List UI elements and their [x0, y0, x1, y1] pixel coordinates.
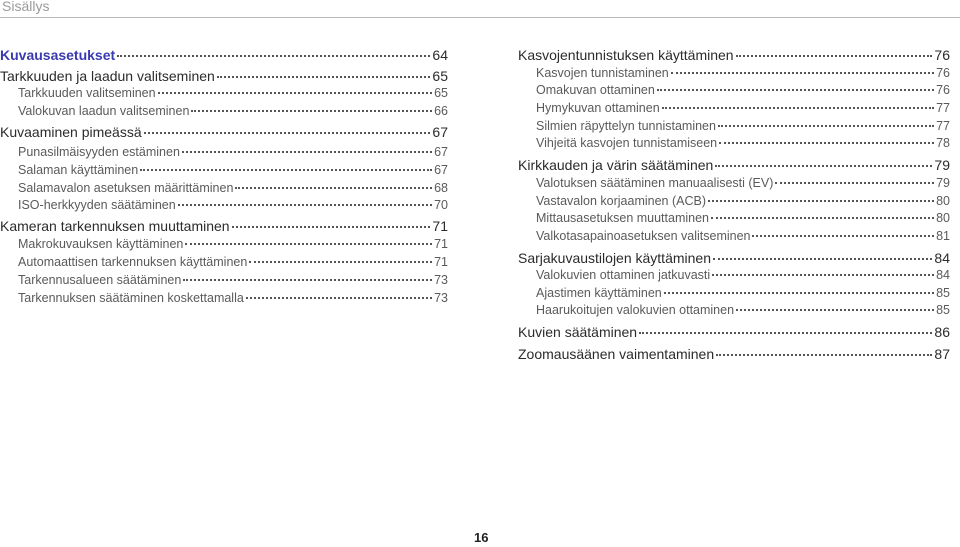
- dot-leader: [249, 260, 432, 263]
- toc-entry-page: 66: [434, 104, 448, 118]
- dot-leader: [217, 75, 431, 78]
- toc-entry-title: Omakuvan ottaminen: [536, 83, 655, 97]
- toc-entry-page: 80: [936, 211, 950, 225]
- toc-entry[interactable]: [518, 250, 950, 268]
- dot-leader: [708, 199, 934, 202]
- dot-leader: [639, 331, 932, 334]
- dot-leader: [718, 124, 934, 127]
- dot-leader: [246, 296, 432, 299]
- toc-entry[interactable]: [518, 211, 950, 229]
- page-header: [0, 0, 960, 18]
- toc-entry[interactable]: [518, 157, 950, 175]
- toc-entry-title: Tarkkuuden valitseminen: [18, 86, 156, 100]
- toc-entry-page: 85: [936, 303, 950, 317]
- toc-entry-title: Ajastimen käyttäminen: [536, 286, 662, 300]
- toc-entry[interactable]: [0, 104, 448, 122]
- toc-entry[interactable]: [0, 181, 448, 199]
- toc-entry-page: 85: [936, 286, 950, 300]
- toc-entry[interactable]: [518, 101, 950, 119]
- toc-entry[interactable]: [518, 324, 950, 342]
- toc-entry[interactable]: [518, 229, 950, 247]
- toc-entry[interactable]: [0, 198, 448, 216]
- page-title: Sisällys: [2, 0, 50, 14]
- toc-entry-title: Kuvausasetukset: [0, 47, 116, 63]
- toc-entry-page: 84: [936, 268, 950, 282]
- toc-entry-page: 67: [432, 124, 448, 140]
- toc-entry-title: Sarjakuvaustilojen käyttäminen: [518, 250, 711, 266]
- toc-entry[interactable]: [0, 86, 448, 104]
- toc-entry[interactable]: [0, 68, 448, 86]
- dot-leader: [712, 273, 934, 276]
- toc-entry-title: Kirkkauden ja värin säätäminen: [518, 157, 714, 173]
- toc-entry[interactable]: [518, 346, 950, 364]
- dot-leader: [671, 71, 934, 74]
- toc-entry-page: 65: [434, 86, 448, 100]
- toc-entry-title: Kuvaaminen pimeässä: [0, 124, 142, 140]
- toc-entry-title: Vihjeitä kasvojen tunnistamiseen: [536, 136, 718, 150]
- toc-entry-page: 73: [434, 273, 448, 287]
- toc-entry-page: 79: [936, 176, 950, 190]
- toc-entry-title: Hymykuvan ottaminen: [536, 101, 660, 115]
- toc-entry-page: 87: [934, 346, 950, 362]
- toc-entry-page: 71: [434, 255, 448, 269]
- toc-entry-title: Tarkennuksen säätäminen koskettamalla: [18, 291, 244, 305]
- dot-leader: [140, 168, 432, 171]
- toc-entry[interactable]: [518, 119, 950, 137]
- toc-entry[interactable]: [518, 83, 950, 101]
- dot-leader: [144, 131, 431, 134]
- toc-entry-page: 86: [934, 324, 950, 340]
- toc-entry[interactable]: [518, 268, 950, 286]
- dot-leader: [664, 291, 934, 294]
- toc-entry-page: 81: [936, 229, 950, 243]
- toc-entry-title: Tarkennusalueen säätäminen: [18, 273, 182, 287]
- page-number: 16: [474, 530, 489, 545]
- toc-entry-title: Makrokuvauksen käyttäminen: [18, 237, 184, 251]
- dot-leader: [182, 150, 432, 153]
- dot-leader: [657, 88, 934, 91]
- toc-entry[interactable]: [518, 66, 950, 84]
- dot-leader: [183, 278, 432, 281]
- toc-entry-page: 65: [432, 68, 448, 84]
- dot-leader: [191, 109, 432, 112]
- toc-entry-page: 71: [434, 237, 448, 251]
- toc-entry-title: Vastavalon korjaaminen (ACB): [536, 194, 706, 208]
- toc-entry-page: 79: [934, 157, 950, 173]
- toc-entry-page: 84: [934, 250, 950, 266]
- toc-entry-title: Salamavalon asetuksen määrittäminen: [18, 181, 234, 195]
- toc-entry-page: 76: [936, 83, 950, 97]
- toc-entry-title: Salaman käyttäminen: [18, 163, 139, 177]
- toc-entry-page: 76: [934, 47, 950, 63]
- toc-entry[interactable]: [0, 218, 448, 236]
- toc-entry-page: 77: [936, 101, 950, 115]
- dot-leader: [736, 308, 934, 311]
- toc-entry-page: 71: [432, 218, 448, 234]
- dot-leader: [713, 257, 932, 260]
- toc-entry-title: ISO-herkkyyden säätäminen: [18, 198, 176, 212]
- dot-leader: [719, 141, 934, 144]
- dot-leader: [232, 225, 431, 228]
- toc-entry[interactable]: [0, 47, 448, 65]
- toc-entry-page: 64: [432, 47, 448, 63]
- toc-entry-page: 77: [936, 119, 950, 133]
- toc-entry-page: 68: [434, 181, 448, 195]
- toc-entry[interactable]: [0, 145, 448, 163]
- dot-leader: [711, 216, 934, 219]
- toc-entry-title: Kasvojentunnistuksen käyttäminen: [518, 47, 734, 63]
- dot-leader: [752, 234, 934, 237]
- toc-entry-title: Silmien räpyttelyn tunnistaminen: [536, 119, 716, 133]
- toc-entry-title: Tarkkuuden ja laadun valitseminen: [0, 68, 215, 84]
- dot-leader: [715, 164, 932, 167]
- dot-leader: [775, 181, 934, 184]
- dot-leader: [736, 54, 933, 57]
- toc-entry-title: Automaattisen tarkennuksen käyttäminen: [18, 255, 248, 269]
- toc-entry[interactable]: [518, 194, 950, 212]
- toc-entry-title: Punasilmäisyyden estäminen: [18, 145, 180, 159]
- toc-entry-title: Valokuvan laadun valitseminen: [18, 104, 190, 118]
- toc-entry-page: 80: [936, 194, 950, 208]
- toc-entry-page: 73: [434, 291, 448, 305]
- toc-entry-title: Valkotasapainoasetuksen valitseminen: [536, 229, 751, 243]
- toc-entry[interactable]: [0, 237, 448, 255]
- dot-leader: [235, 186, 432, 189]
- toc-entry-title: Haarukoitujen valokuvien ottaminen: [536, 303, 735, 317]
- toc-entry-title: Valotuksen säätäminen manuaalisesti (EV): [536, 176, 774, 190]
- toc-entry[interactable]: [0, 273, 448, 291]
- toc-entry-title: Valokuvien ottaminen jatkuvasti: [536, 268, 711, 282]
- toc-entry[interactable]: [0, 163, 448, 181]
- toc-entry[interactable]: [518, 176, 950, 194]
- toc-entry-title: Zoomausäänen vaimentaminen: [518, 346, 715, 362]
- toc-entry-title: Kameran tarkennuksen muuttaminen: [0, 218, 230, 234]
- toc-entry[interactable]: [518, 136, 950, 154]
- dot-leader: [185, 242, 432, 245]
- dot-leader: [178, 203, 432, 206]
- toc-entry[interactable]: [518, 47, 950, 65]
- toc-entry[interactable]: [0, 124, 448, 142]
- toc-entry-page: 76: [936, 66, 950, 80]
- dot-leader: [158, 91, 433, 94]
- toc-entry-title: Kasvojen tunnistaminen: [536, 66, 669, 80]
- toc-entry[interactable]: [0, 291, 448, 309]
- dot-leader: [662, 106, 934, 109]
- dot-leader: [716, 353, 932, 356]
- toc-entry[interactable]: [0, 255, 448, 273]
- toc-entry[interactable]: [518, 286, 950, 304]
- toc-entry[interactable]: [518, 303, 950, 321]
- toc-entry-title: Kuvien säätäminen: [518, 324, 638, 340]
- dot-leader: [117, 54, 430, 57]
- toc-entry-title: Mittausasetuksen muuttaminen: [536, 211, 710, 225]
- toc-entry-page: 78: [936, 136, 950, 150]
- toc-entry-page: 70: [434, 198, 448, 212]
- toc-entry-page: 67: [434, 145, 448, 159]
- toc-entry-page: 67: [434, 163, 448, 177]
